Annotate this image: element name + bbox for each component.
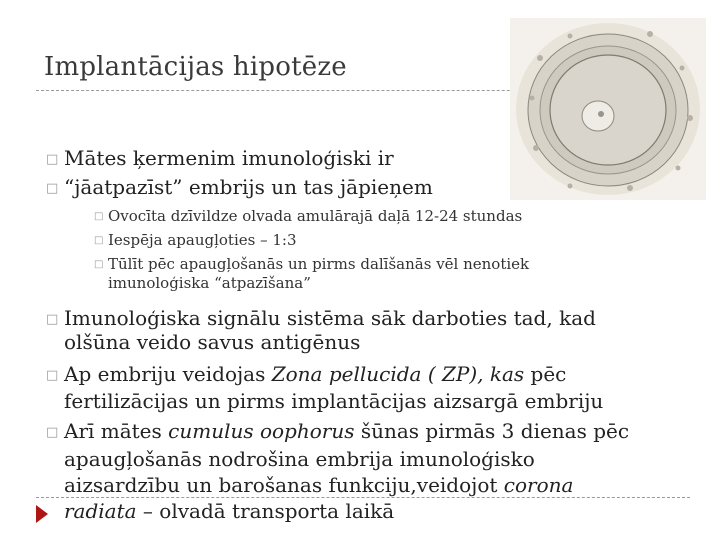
footer-divider — [36, 497, 690, 498]
sub-bullet-text: Tūlīt pēc apaugļošanās un pirms dalīšanās vēl nenotiek — [108, 255, 530, 273]
bullet-icon: □ — [46, 181, 59, 196]
bullet-icon: □ — [46, 152, 59, 167]
text-run: pēc — [524, 362, 567, 386]
text-run: – olvadā transporta laikā — [136, 499, 395, 523]
italic-term: radiata — [64, 499, 137, 523]
bullet-text — [64, 362, 566, 386]
text-run: Arī mātes — [64, 419, 169, 443]
slide-title: Implantācijas hipotēze — [44, 52, 347, 82]
text-run: šūnas pirmās 3 dienas pēc — [354, 419, 630, 443]
bullet-icon: □ — [46, 312, 59, 327]
bullet-text-cont: fertilizācijas un pirms implantācijas aizsargā embriju — [64, 389, 604, 413]
text-run: Ap embriju veidojas — [64, 362, 272, 386]
italic-term: cumulus oophorus — [168, 419, 355, 443]
bullet-text-cont — [64, 499, 394, 523]
bullet-text-cont: olšūna veido savus antigēnus — [64, 330, 361, 354]
bullet-icon: □ — [94, 259, 104, 270]
bullet-text — [64, 419, 629, 443]
bullet-text-cont — [64, 473, 573, 497]
bullet-icon: □ — [94, 211, 104, 222]
ovum-illustration — [510, 18, 706, 200]
bullet-icon: □ — [46, 368, 59, 383]
bullet-text: Imunoloģiska signālu sistēma sāk darboties tad, kad — [64, 306, 596, 330]
play-arrow-icon[interactable] — [36, 505, 48, 523]
italic-term: corona — [503, 473, 574, 497]
sub-bullet-text: Ovocīta dzīvildze olvada amulārajā daļā 12-24 stundas — [108, 207, 523, 225]
text-run: aizsardzību un barošanas funkciju,veidojot — [64, 473, 504, 497]
bullet-icon: □ — [46, 425, 59, 440]
bullet-icon: □ — [94, 235, 104, 246]
bullet-text-cont: apaugļošanās nodrošina embrija imunoloģisko — [64, 447, 535, 471]
sub-bullet-text: Iespēja apaugļoties – 1:3 — [108, 231, 297, 249]
italic-term: Zona pellucida ( ZP), kas — [271, 362, 525, 386]
bullet-text: Mātes ķermenim imunoloģiski ir — [64, 146, 394, 170]
bullet-text: “jāatpazīst” embrijs un tas jāpieņem — [64, 175, 433, 199]
sub-bullet-text-cont: imunoloģiska “atpazīšana” — [108, 274, 311, 292]
